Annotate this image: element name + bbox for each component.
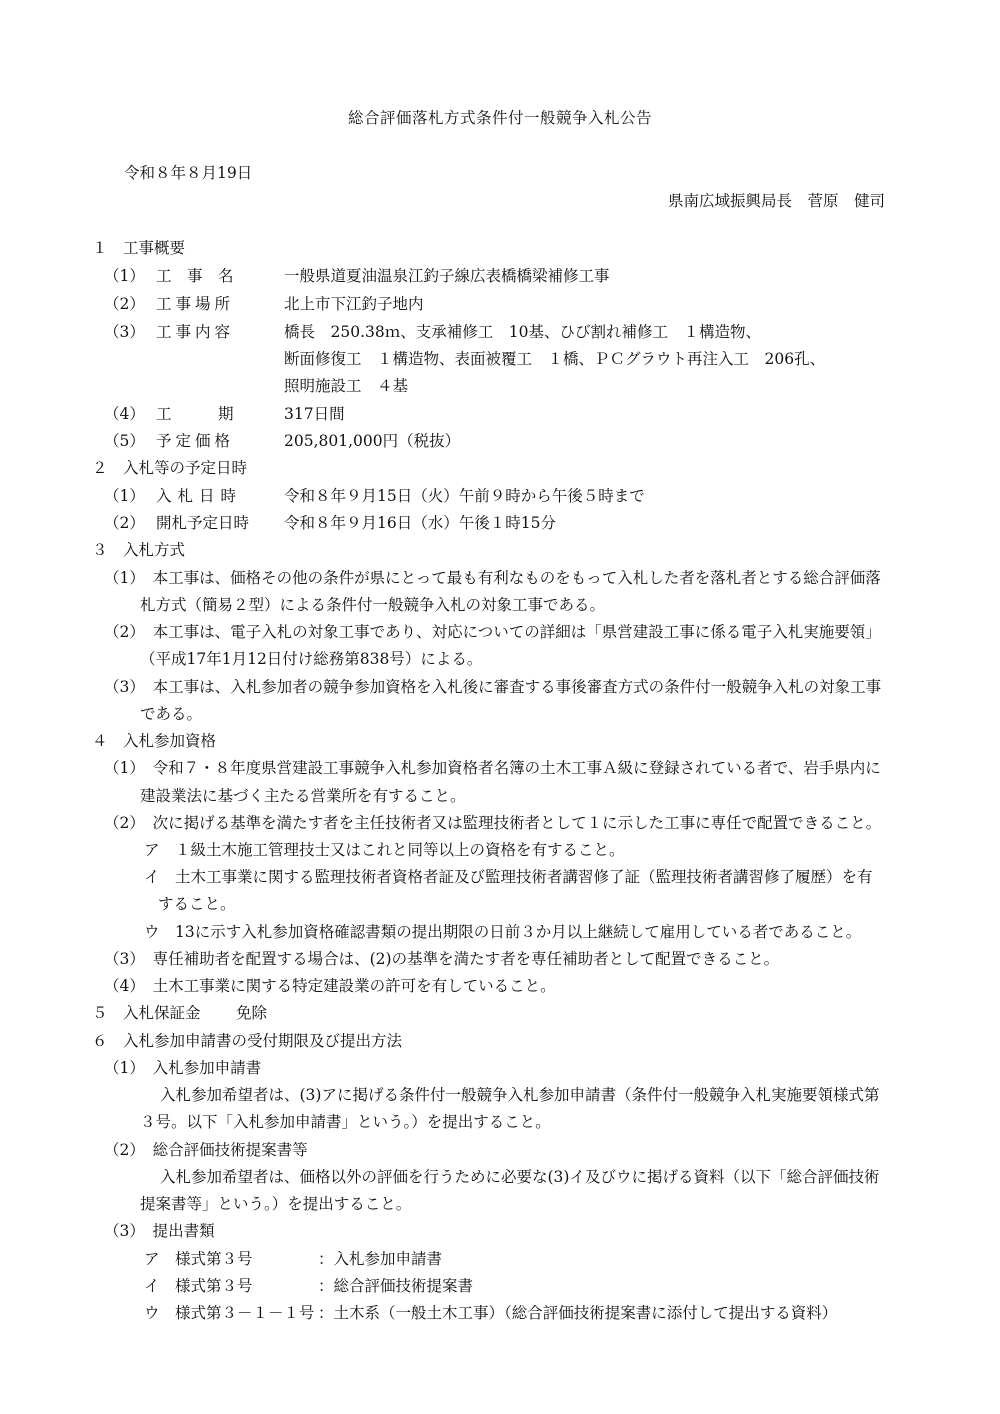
- item-number: （1）: [104, 487, 145, 505]
- s4-item-2-b-line-2: すること。: [158, 895, 236, 913]
- section-6-heading: ６ 入札参加申請書の受付期限及び提出方法: [92, 1032, 403, 1050]
- s2-item-2: [104, 513, 556, 533]
- announcement-date: 令和８年８月19日: [124, 164, 253, 182]
- item-number: （5）: [104, 432, 145, 450]
- item-value: 令和８年９月15日（火）午前９時から午後５時まで: [284, 487, 645, 505]
- s4-item-3: （3） 専任補助者を配置する場合は、(2)の基準を満たす者を専任補助者として配置できること。: [104, 950, 780, 968]
- s1-item-4: [104, 404, 345, 424]
- s4-item-1-line-2: 建設業法に基づく主たる営業所を有すること。: [140, 787, 466, 805]
- item-number: （1）: [104, 267, 145, 285]
- item-label: 工事場所: [156, 295, 235, 313]
- item-number: （4）: [104, 405, 145, 423]
- submission-doc-b: [144, 1276, 474, 1296]
- s3-item-3-line-1: （3） 本工事は、入札参加者の競争参加資格を入札後に審査する事後審査方式の条件付一般競争入札の対象工事: [104, 678, 882, 696]
- s6-item-2-title: （2） 総合評価技術提案書等: [104, 1141, 308, 1159]
- s1-item-2: [104, 294, 424, 314]
- s4-item-4: （4） 土木工事業に関する特定建設業の許可を有していること。: [104, 977, 556, 995]
- item-value: 橋長 250.38ｍ、支承補修工 10基、ひび割れ補修工 １構造物、: [284, 323, 761, 341]
- item-value: 317日間: [284, 405, 345, 423]
- section-5-value: 免除: [236, 1004, 268, 1022]
- section-3-heading: ３ 入札方式: [92, 541, 186, 559]
- document-title: 総合評価落札方式条件付一般競争入札公告: [347, 109, 652, 127]
- s3-item-2-line-1: （2） 本工事は、電子入札の対象工事であり、対応についての詳細は「県営建設工事に係る電子入札実施要領」: [104, 623, 881, 641]
- s4-item-1-line-1: （1） 令和７・８年度県営建設工事競争入札参加資格者名簿の土木工事Ａ級に登録されている者で、岩手県内に: [104, 759, 881, 777]
- s6-item-1-title: （1） 入札参加申請書: [104, 1059, 262, 1077]
- s4-item-2-line-1: （2） 次に掲げる基準を満たす者を主任技術者又は監理技術者として１に示した工事に専任で配置できること。: [104, 814, 882, 832]
- item-label: 工事内容: [156, 323, 235, 341]
- doc-form-number: ア 様式第３号: [144, 1250, 253, 1268]
- section-5-label: ５ 入札保証金: [92, 1004, 201, 1022]
- doc-description: ：入札参加申請書: [318, 1250, 443, 1268]
- doc-form-number: ウ 様式第３－１－１号: [144, 1304, 315, 1322]
- section-4-heading: ４ 入札参加資格: [92, 732, 217, 750]
- s3-item-1-line-2: 札方式（簡易２型）による条件付一般競争入札の対象工事である。: [140, 596, 606, 614]
- doc-description: ：土木系（一般土木工事）（総合評価技術提案書に添付して提出する資料）: [318, 1304, 838, 1322]
- s1-item-3-cont-1: 断面修復工 １構造物、表面被覆工 １橋、ＰＣグラウト再注入工 206孔、: [284, 350, 826, 368]
- s2-item-1: [104, 486, 645, 506]
- section-2-heading: ２ 入札等の予定日時: [92, 459, 248, 477]
- s1-item-3-cont-2: 照明施設工 ４基: [284, 377, 409, 395]
- item-label: 工 期: [156, 405, 234, 423]
- item-number: （3）: [104, 323, 145, 341]
- item-value: 令和８年９月16日（水）午後１時15分: [284, 514, 556, 532]
- doc-description: ：総合評価技術提案書: [318, 1277, 474, 1295]
- s1-item-5: [104, 431, 461, 451]
- item-label: 工 事 名: [156, 267, 234, 285]
- doc-form-number: イ 様式第３号: [144, 1277, 253, 1295]
- item-label: 予定価格: [156, 432, 235, 450]
- s1-item-3: [104, 322, 761, 342]
- item-number: （2）: [104, 295, 145, 313]
- item-value: 一般県道夏油温泉江釣子線広表橋橋梁補修工事: [284, 267, 610, 285]
- submission-doc-a: [144, 1249, 443, 1269]
- s4-item-2-a: ア １級土木施工管理技士又はこれと同等以上の資格を有すること。: [144, 841, 625, 859]
- item-value: 205,801,000円（税抜）: [284, 432, 461, 450]
- item-value: 北上市下江釣子地内: [284, 295, 424, 313]
- item-label: 入札日時: [156, 487, 243, 505]
- s4-item-2-c: ウ 13に示す入札参加資格確認書類の提出期限の日前３か月以上継続して雇用している者であること。: [144, 923, 862, 941]
- s6-item-2-line-2: 提案書等」という。）を提出すること。: [140, 1195, 412, 1213]
- submission-doc-c: [144, 1303, 838, 1323]
- s6-item-3-title: （3） 提出書類: [104, 1222, 215, 1240]
- item-number: （2）: [104, 514, 145, 532]
- issuer-name: 県南広域振興局長 菅原 健司: [667, 192, 885, 210]
- item-label: 開札予定日時: [156, 514, 250, 532]
- s1-item-1: [104, 266, 610, 286]
- s4-item-2-b-line-1: イ 土木工事業に関する監理技術者資格者証及び監理技術者講習修了証（監理技術者講習修了履歴）を有: [144, 868, 873, 886]
- s6-item-1-line-1: 入札参加希望者は、(3)アに掲げる条件付一般競争入札参加申請書（条件付一般競争入札実施要領様式第: [160, 1086, 880, 1104]
- s3-item-2-line-2: （平成17年1月12日付け総務第838号）による。: [140, 650, 483, 668]
- section-5-heading: [92, 1003, 268, 1023]
- s3-item-1-line-1: （1） 本工事は、価格その他の条件が県にとって最も有利なものをもって入札した者を落札者とする総合評価落: [104, 569, 881, 587]
- s6-item-2-line-1: 入札参加希望者は、価格以外の評価を行うために必要な(3)イ及びウに掲げる資料（以下「総合評価技術: [160, 1168, 880, 1186]
- section-1-heading: １ 工事概要: [92, 239, 186, 257]
- s6-item-1-line-2: ３号。以下「入札参加申請書」という。）を提出すること。: [140, 1113, 551, 1131]
- s3-item-3-line-2: である。: [140, 705, 203, 723]
